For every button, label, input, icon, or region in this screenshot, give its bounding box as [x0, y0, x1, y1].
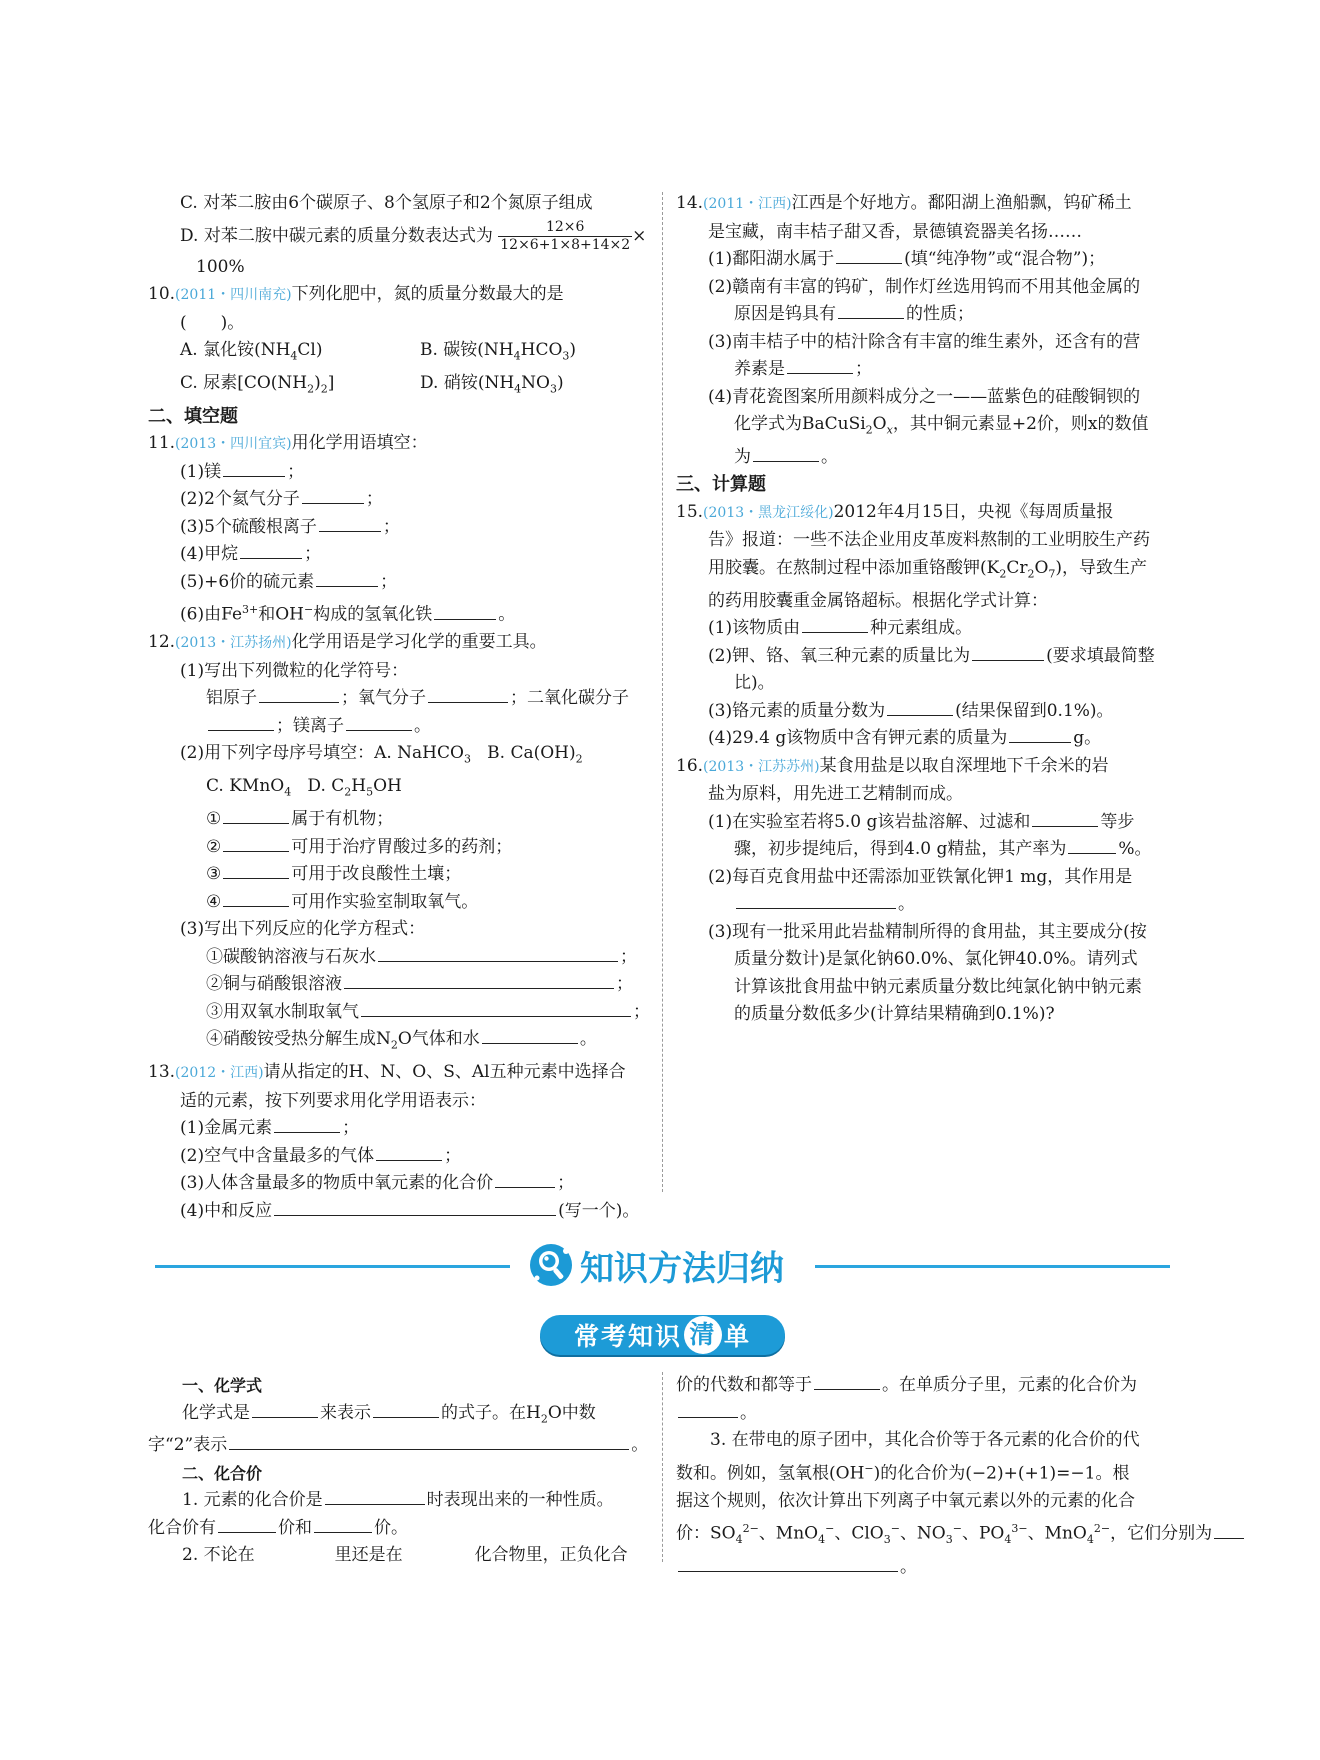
answer-blank[interactable] — [887, 714, 953, 716]
answer-blank[interactable] — [316, 585, 378, 587]
answer-blank[interactable] — [678, 1416, 738, 1418]
answer-blank[interactable] — [344, 987, 614, 989]
question-16: 16.(2013・江苏苏州)某食用盐是以取自深埋地下千余米的岩 — [676, 755, 1109, 776]
option-d: D. 硝铵$(NH_4NO_3)$ — [420, 372, 564, 396]
knowledge-summary-banner — [528, 1240, 784, 1290]
question-source: (2013・江苏扬州) — [175, 635, 292, 652]
answer-blank[interactable] — [274, 1131, 340, 1133]
answer-blank[interactable] — [736, 907, 896, 909]
answer-blank[interactable] — [836, 262, 902, 264]
fraction: $\frac{12\times 6}{12\times 6+1\times 8+14\times 2}$ — [500, 218, 631, 253]
option-c: C. 尿素$[CO(NH_2)_2]$ — [180, 372, 335, 396]
banner-rule-left — [155, 1265, 510, 1268]
q9-option-c: C. 对苯二胺由6个碳原子、8个氢原子和2个氮原子组成 — [180, 193, 593, 213]
question-11: 11.(2013・四川宜宾)用化学用语填空： — [148, 433, 428, 454]
answer-blank[interactable] — [482, 1042, 578, 1044]
answer-blank[interactable] — [972, 659, 1044, 661]
answer-blank[interactable] — [1009, 741, 1071, 743]
answer-blank[interactable] — [495, 1186, 555, 1188]
answer-blank[interactable] — [223, 877, 289, 879]
answer-blank[interactable] — [274, 1214, 556, 1216]
answer-blank[interactable] — [787, 372, 853, 374]
summary-heading: 二、化合价 — [182, 1463, 263, 1483]
question-14: 14.(2011・江西)江西是个好地方。鄱阳湖上渔船飘，钨矿稀土 — [676, 193, 1132, 213]
summary-divider — [662, 1372, 663, 1562]
q10-options-cd — [148, 370, 653, 403]
question-15: 15.(2013・黑龙江绥化)2012年4月15日，央视《每周质量报 — [676, 501, 1114, 522]
left-column: C. 对苯二胺由6个碳原子、8个氢原子和2个氮原子组成 D. 对苯二胺中碳元素的质量分数表达式为 $\frac{12\times 6}{12\times 6+1\times 8+14\times 2}$ × 100% 10.(2011・四川南充)下列化肥中，氮的质量分数最大的是 ( )。 A. 氯化铵$(NH_4Cl)$ B. 碳铵$(NH_4HCO_3)$ C. 尿素$[CO(NH_2)_2]$ D. 硝铵$(NH_4NO_3)$ 二、填空题 11.(2013・四川宜宾)用化学用语填空： (1)镁 ； (2)2个氦气分子 ； (3)5个硫酸根离子 ； (4)甲烷 ； (5)+6价的硫元素 ； (6)由$Fe^{3+}$和OH−构成的氢氧化铁 。 12.(2013・江苏扬州)化学用语是学习化学的重要工具。 (1)写出下列微粒的化学符号： 铝原子 ；氧气分子 ；二氧化碳分子 ；镁离子 。 (2)用下列字母序号填空：A. NaHCO$_3$ B. $Ca(OH)_2$ C. KMnO$_4$ D. $C_2H_5OH$ ① 属于有机物； ② 可用于治疗胃酸过多的药剂； ③ 可用于改良酸性土壤； ④ 可用作实验室制取氧气。 (3)写出下列反应的化学方程式： ①碳酸钠溶液与石灰水 ； ②铜与硝酸银溶液 ； ③用双氧水制取氧气 ； ④硝酸铵受热分解生成$N_2O$气体和水 。 13.(2012・江西)请从指定的H、N、O、S、Al五种元素中选择合 适的元素，按下列要求用化学用语表示： (1)金属元素 ； (2)空气中含量最多的气体 ； (3)人体含量最多的物质中氧元素的化合价 ； (4)中和反应 (写一个)。 — [148, 190, 653, 1225]
option-b: B. 碳铵$(NH_4HCO_3)$ — [420, 340, 577, 363]
banner-title: 知识方法归纳 — [580, 1248, 784, 1289]
question-10: 10.(2011・四川南充)下列化肥中，氮的质量分数最大的是 — [148, 284, 564, 304]
question-source: (2012・江西) — [175, 1065, 264, 1082]
section-fill-in: 二、填空题 — [148, 405, 238, 427]
q9-option-d-end: 100% — [196, 256, 245, 277]
answer-blank[interactable] — [240, 557, 302, 559]
answer-blank[interactable] — [259, 701, 339, 703]
answer-blank[interactable] — [838, 317, 904, 319]
answer-paren[interactable]: ( )。 — [180, 312, 245, 333]
question-source: (2013・四川宜宾) — [175, 436, 292, 453]
question-source: (2013・黑龙江绥化) — [703, 504, 834, 521]
q10-options-ab — [148, 337, 653, 370]
answer-blank[interactable] — [428, 701, 508, 703]
answer-blank[interactable] — [208, 729, 274, 731]
answer-blank[interactable] — [1032, 825, 1098, 827]
answer-blank[interactable] — [325, 1503, 425, 1505]
answer-blank[interactable] — [678, 1570, 898, 1572]
answer-blank[interactable] — [314, 1531, 372, 1533]
answer-blank[interactable] — [223, 905, 289, 907]
answer-blank[interactable] — [302, 502, 364, 504]
answer-blank[interactable] — [376, 1159, 442, 1161]
q9-option-d: D. 对苯二胺中碳元素的质量分数表达式为 $\frac{12\times 6}{12\times 6+1\times 8+14\times 2}$ × — [180, 218, 647, 253]
right-column: 14.(2011・江西)江西是个好地方。鄱阳湖上渔船飘，钨矿稀土 是宝藏，南丰桔子甜又香，景德镇瓷器美名扬…… (1)鄱阳湖水属于 (填“纯净物”或“混合物”)； (2)赣南有丰富的钨矿，制作灯丝选用钨而不用其他金属的 原因是钨具有 的性质； (3)南丰桔子中的桔汁除含有丰富的维生素外，还含有的营 养素是 ； (4)青花瓷图案所用颜料成分之一——蓝紫色的硅酸铜钡的 化学式为$BaCuSi_2O_x$，其中铜元素显+2价，则x的数值 为 。 三、计算题 15.(2013・黑龙江绥化)2012年4月15日，央视《每周质量报 告》报道：一些不法企业用皮革废料熬制的工业明胶生产药 用胶囊。在熬制过程中添加重铬酸钾$(K_2Cr_2O_7)$，导致生产 的药用胶囊重金属铬超标。根据化学式计算： (1)该物质由 种元素组成。 (2)钾、铬、氧三种元素的质量比为 (要求填最简整 比)。 (3)铬元素的质量分数为 (结果保留到0.1%)。 (4)29.4 g该物质中含有钾元素的质量为 g。 16.(2013・江苏苏州)某食用盐是以取自深埋地下千余米的岩 盐为原料，用先进工艺精制而成。 (1)在实验室若将5.0 g该岩盐溶解、过滤和 等步 骤，初步提纯后，得到4.0 g精盐，其产率为 %。 (2)每百克食用盐中还需添加亚铁氰化钾1 mg，其作用是 。 (3)现有一批采用此岩盐精制所得的食用盐，其主要成分(按 质量分数计)是氯化钠60.0%、氯化钾40.0%。请列式 计算该批食用盐中钠元素质量分数比纯氯化钠中钠元素 的质量分数低多少(计算结果精确到0.1%)? — [676, 190, 1181, 1029]
banner-rule-right — [815, 1265, 1170, 1268]
answer-blank[interactable] — [373, 1416, 439, 1418]
summary-right: 价的代数和都等于 。在单质分子里，元素的化合价为 。 3. 在带电的原子团中，其化合价等于各元素的化合价的代 数和。例如，氢氧根(OH−)的化合价为(−2)+(+1)=−1。根 据这个规则，依次计算出下列离子中氧元素以外的元素的化合 价：$SO_4^{2-}$、MnO$_4$−、ClO$_3$−、$NO_3^-$、$PO_4^{3-}$、MnO$_4^{2-}$，它们分别为 。 — [676, 1372, 1181, 1581]
answer-blank[interactable] — [361, 1015, 631, 1017]
answer-blank[interactable] — [814, 1388, 880, 1390]
answer-blank[interactable] — [346, 729, 412, 731]
question-13: 13.(2012・江西)请从指定的H、N、O、S、Al五种元素中选择合 — [148, 1062, 626, 1083]
answer-blank[interactable] — [218, 1531, 276, 1533]
answer-blank[interactable] — [223, 475, 285, 477]
answer-blank[interactable] — [1068, 852, 1116, 854]
question-source: (2011・四川南充) — [175, 287, 292, 303]
answer-blank[interactable] — [753, 460, 819, 462]
answer-blank[interactable] — [802, 631, 868, 633]
answer-blank[interactable] — [223, 822, 289, 824]
answer-blank[interactable] — [378, 960, 618, 962]
option-a: A. 氯化铵$(NH_4Cl)$ — [180, 340, 323, 363]
magnifier-book-icon — [528, 1242, 574, 1288]
question-source: (2013・江苏苏州) — [703, 758, 820, 775]
answer-blank[interactable] — [223, 850, 289, 852]
section-calculation: 三、计算题 — [676, 474, 766, 496]
question-12: 12.(2013・江苏扬州)化学用语是学习化学的重要工具。 — [148, 632, 547, 653]
summary-heading: 一、化学式 — [182, 1376, 263, 1395]
answer-blank[interactable] — [1214, 1537, 1244, 1539]
summary-left: 一、化学式 化学式是 来表示 的式子。在$H_2O$中数 字“2”表示 。 二、化合价 1. 元素的化合价是 时表现出来的一种性质。 化合价有 价和 价。 2. 不论在 里还是在 化合物里，正负化合 — [148, 1372, 653, 1570]
answer-blank[interactable] — [434, 618, 496, 620]
answer-blank[interactable] — [319, 530, 381, 532]
answer-blank[interactable] — [229, 1448, 629, 1450]
column-divider — [662, 192, 663, 1192]
common-knowledge-badge: 常考知识 清 单 — [540, 1315, 785, 1355]
question-source: (2011・江西) — [703, 196, 792, 212]
answer-blank[interactable] — [252, 1416, 318, 1418]
